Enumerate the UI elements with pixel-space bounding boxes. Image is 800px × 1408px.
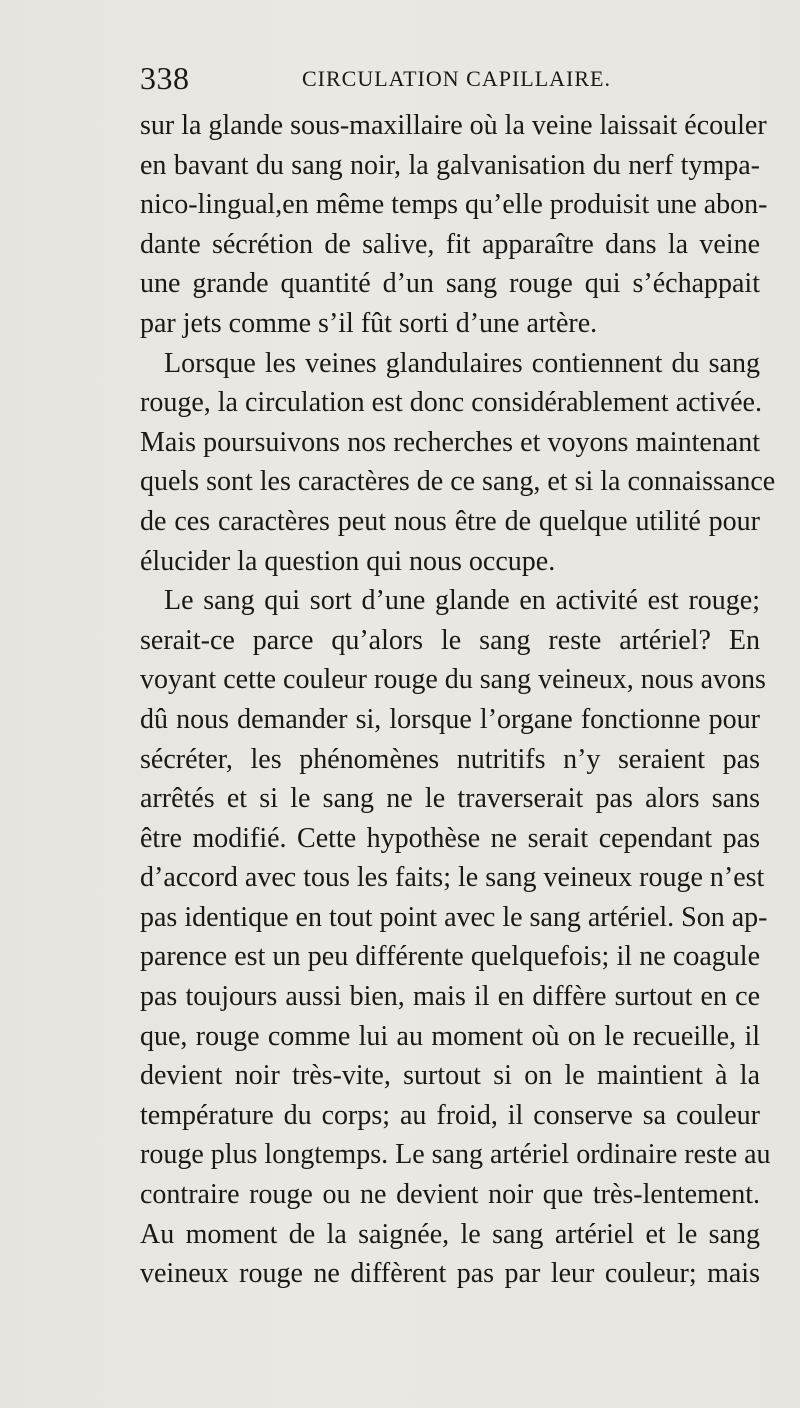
- text-line: de ces caractères peut nous être de quelque utilité pour: [140, 505, 760, 537]
- page-header: [140, 60, 760, 100]
- text-line: voyant cette couleur rouge du sang veineux, nous avons: [140, 664, 766, 696]
- text-line: Au moment de la saignée, le sang artériel et le sang: [140, 1218, 760, 1250]
- text-line: pas toujours aussi bien, mais il en diffère surtout en ce: [140, 981, 760, 1013]
- text-line: rouge plus longtemps. Le sang artériel ordinaire reste au: [140, 1139, 771, 1171]
- text-line: être modifié. Cette hypothèse ne serait cependant pas: [140, 822, 760, 854]
- text-line: quels sont les caractères de ce sang, et si la connaissance: [140, 466, 776, 498]
- text-line: par jets comme s’il fût sorti d’une artère.: [140, 307, 598, 339]
- body-text: [140, 106, 776, 1294]
- text-line: sur la glande sous-maxillaire où la veine laissait écouler: [140, 110, 767, 141]
- text-line: devient noir très-vite, surtout si on le maintient à la: [140, 1060, 760, 1092]
- text-line: veineux rouge ne diffèrent pas par leur couleur; mais: [140, 1258, 760, 1290]
- text-line: dante sécrétion de salive, fit apparaître dans la veine: [140, 228, 760, 260]
- text-line: Le sang qui sort d’une glande en activité est rouge;: [164, 585, 760, 617]
- text-line: parence est un peu différente quelquefois; il ne coagule: [140, 941, 760, 973]
- text-line: en bavant du sang noir, la galvanisation du nerf tympa-: [140, 149, 760, 181]
- text-line: Lorsque les veines glandulaires contiennent du sang: [164, 347, 760, 379]
- text-line: rouge, la circulation est donc considérablement activée.: [140, 387, 762, 419]
- text-line: température du corps; au froid, il conserve sa couleur: [140, 1099, 760, 1131]
- text-line: contraire rouge ou ne devient noir que très-lentement.: [140, 1179, 760, 1211]
- text-line: une grande quantité d’un sang rouge qui s’échappait: [140, 268, 760, 300]
- text-line: dû nous demander si, lorsque l’organe fonctionne pour: [140, 703, 760, 735]
- text-line: sécréter, les phénomènes nutritifs n’y seraient pas: [140, 743, 760, 775]
- text-line: pas identique en tout point avec le sang artériel. Son ap-: [140, 901, 768, 933]
- text-line: d’accord avec tous les faits; le sang veineux rouge n’est: [140, 862, 765, 894]
- text-line: nico-lingual,en même temps qu’elle produisit une abon-: [140, 189, 768, 221]
- text-line: Mais poursuivons nos recherches et voyons maintenant: [140, 426, 760, 458]
- text-line: arrêtés et si le sang ne le traverserait pas alors sans: [140, 783, 760, 815]
- text-line: élucider la question qui nous occupe.: [140, 545, 556, 577]
- running-title: CIRCULATION CAPILLAIRE.: [302, 66, 611, 91]
- text-line: serait-ce parce qu’alors le sang reste artériel? En: [140, 624, 760, 656]
- text-line: que, rouge comme lui au moment où on le recueille, il: [140, 1020, 760, 1052]
- page-number: 338: [140, 60, 190, 96]
